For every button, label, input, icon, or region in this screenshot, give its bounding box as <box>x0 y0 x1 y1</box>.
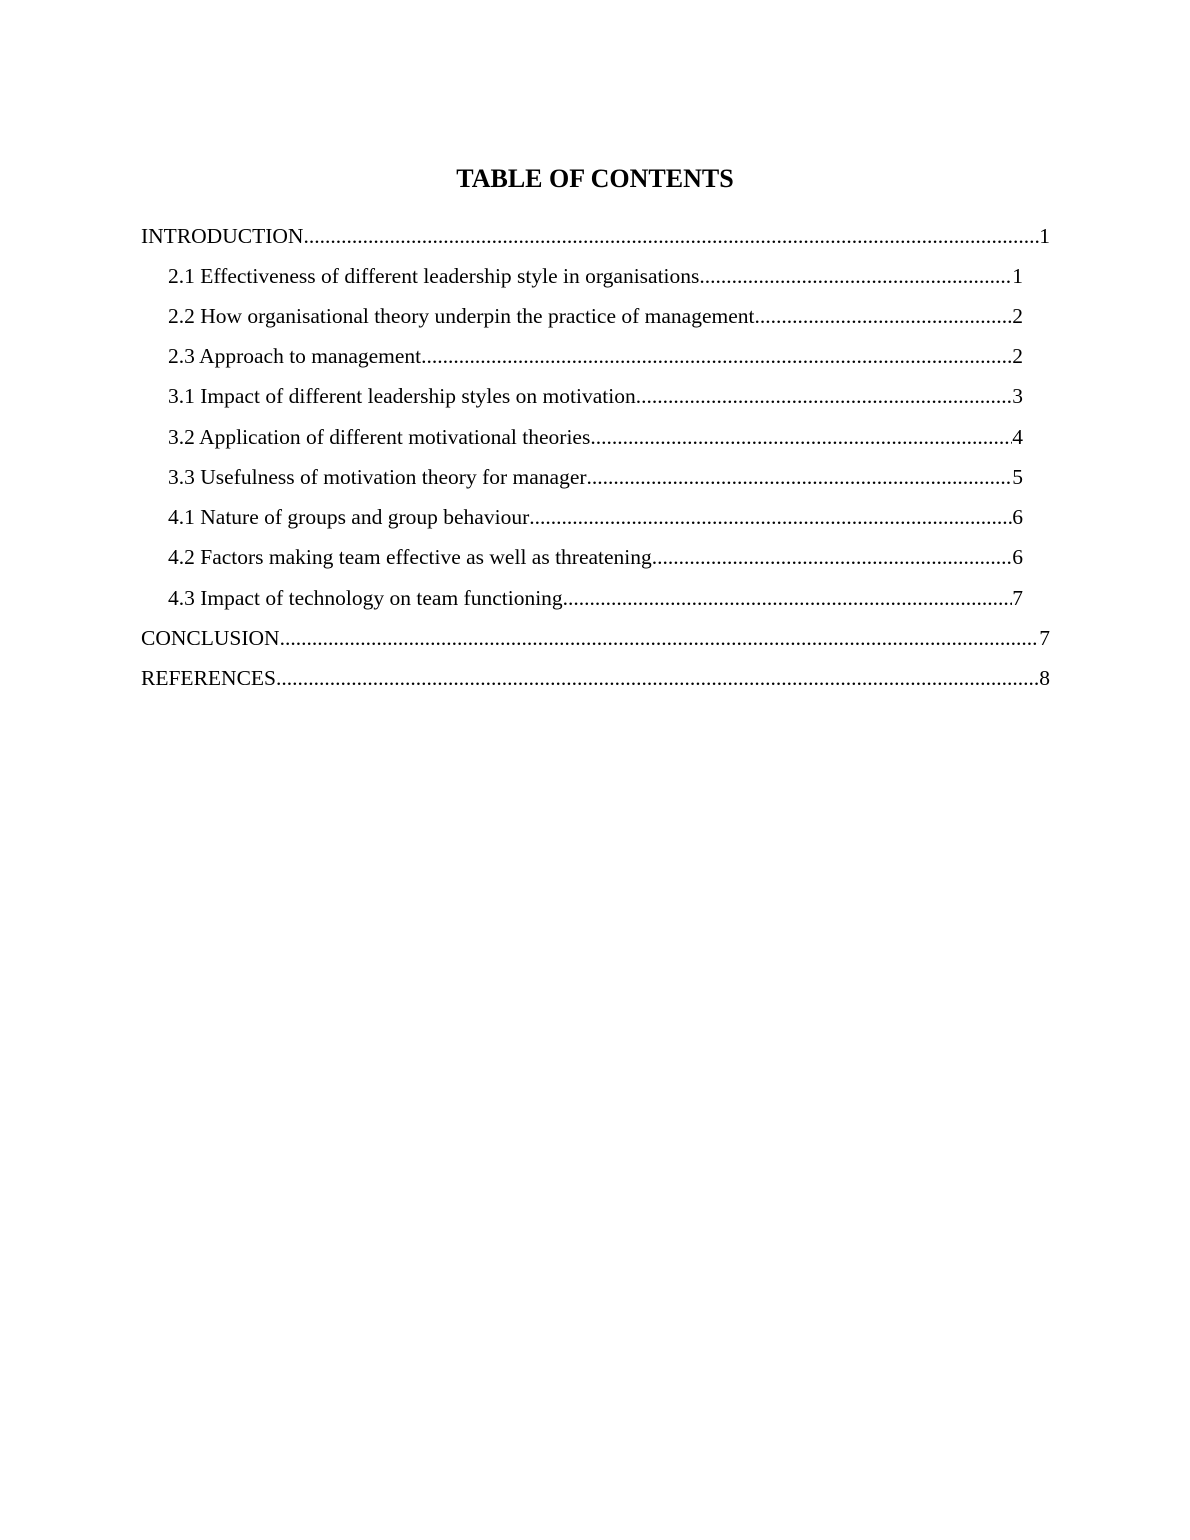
toc-entry-introduction[interactable] <box>141 222 1050 250</box>
toc-dot-leader <box>276 664 1039 692</box>
toc-dot-leader <box>636 382 1013 410</box>
toc-entry-conclusion[interactable] <box>141 624 1050 652</box>
toc-entry-2-2[interactable] <box>168 302 1023 330</box>
toc-title: TABLE OF CONTENTS <box>456 164 734 193</box>
toc-entry-references[interactable] <box>141 664 1050 692</box>
toc-entry-page-number: 7 <box>1012 586 1023 610</box>
toc-dot-leader <box>563 584 1013 612</box>
toc-entry-title: 3.1 Impact of different leadership styles on motivation <box>168 384 636 408</box>
toc-entry-page-number: 7 <box>1039 626 1050 650</box>
toc-entry-page-number: 3 <box>1012 384 1023 408</box>
toc-entry-title: 3.2 Application of different motivational theories <box>168 425 591 449</box>
toc-entry-4-1[interactable] <box>168 503 1023 531</box>
toc-entry-title: INTRODUCTION <box>141 224 304 248</box>
toc-entry-title: 4.3 Impact of technology on team functioning <box>168 586 563 610</box>
toc-entry-title: REFERENCES <box>141 666 276 690</box>
toc-entry-2-3[interactable] <box>168 342 1023 370</box>
toc-entry-4-3[interactable] <box>168 584 1023 612</box>
toc-dot-leader <box>754 302 1012 330</box>
toc-entry-title: 2.3 Approach to management <box>168 344 422 368</box>
toc-dot-leader <box>529 503 1012 531</box>
toc-entry-3-2[interactable] <box>168 423 1023 451</box>
toc-entry-page-number: 4 <box>1012 425 1023 449</box>
toc-dot-leader <box>280 624 1040 652</box>
toc-entry-title: 3.3 Usefulness of motivation theory for manager <box>168 465 587 489</box>
toc-entry-page-number: 6 <box>1012 505 1023 529</box>
toc-entry-page-number: 2 <box>1012 344 1023 368</box>
toc-entry-page-number: 6 <box>1012 545 1023 569</box>
toc-entry-title: 2.1 Effectiveness of different leadership style in organisations <box>168 264 700 288</box>
toc-entry-title: 4.1 Nature of groups and group behaviour <box>168 505 530 529</box>
toc-dot-leader <box>699 262 1012 290</box>
toc-dot-leader <box>421 342 1012 370</box>
toc-entry-title: 2.2 How organisational theory underpin the practice of management <box>168 304 755 328</box>
toc-entry-3-1[interactable] <box>168 382 1023 410</box>
toc-entry-page-number: 8 <box>1039 666 1050 690</box>
toc-entry-3-3[interactable] <box>168 463 1023 491</box>
toc-entry-page-number: 2 <box>1012 304 1023 328</box>
toc-entry-page-number: 1 <box>1039 224 1050 248</box>
toc-entry-title: 4.2 Factors making team effective as well as threatening <box>168 545 652 569</box>
toc-entry-4-2[interactable] <box>168 543 1023 571</box>
toc-dot-leader <box>303 222 1039 250</box>
toc-entry-page-number: 1 <box>1012 264 1023 288</box>
toc-dot-leader <box>652 543 1012 571</box>
toc-entry-2-1[interactable] <box>168 262 1023 290</box>
toc-entry-page-number: 5 <box>1012 465 1023 489</box>
toc-dot-leader <box>590 423 1012 451</box>
toc-dot-leader <box>587 463 1013 491</box>
toc-entry-title: CONCLUSION <box>141 626 280 650</box>
